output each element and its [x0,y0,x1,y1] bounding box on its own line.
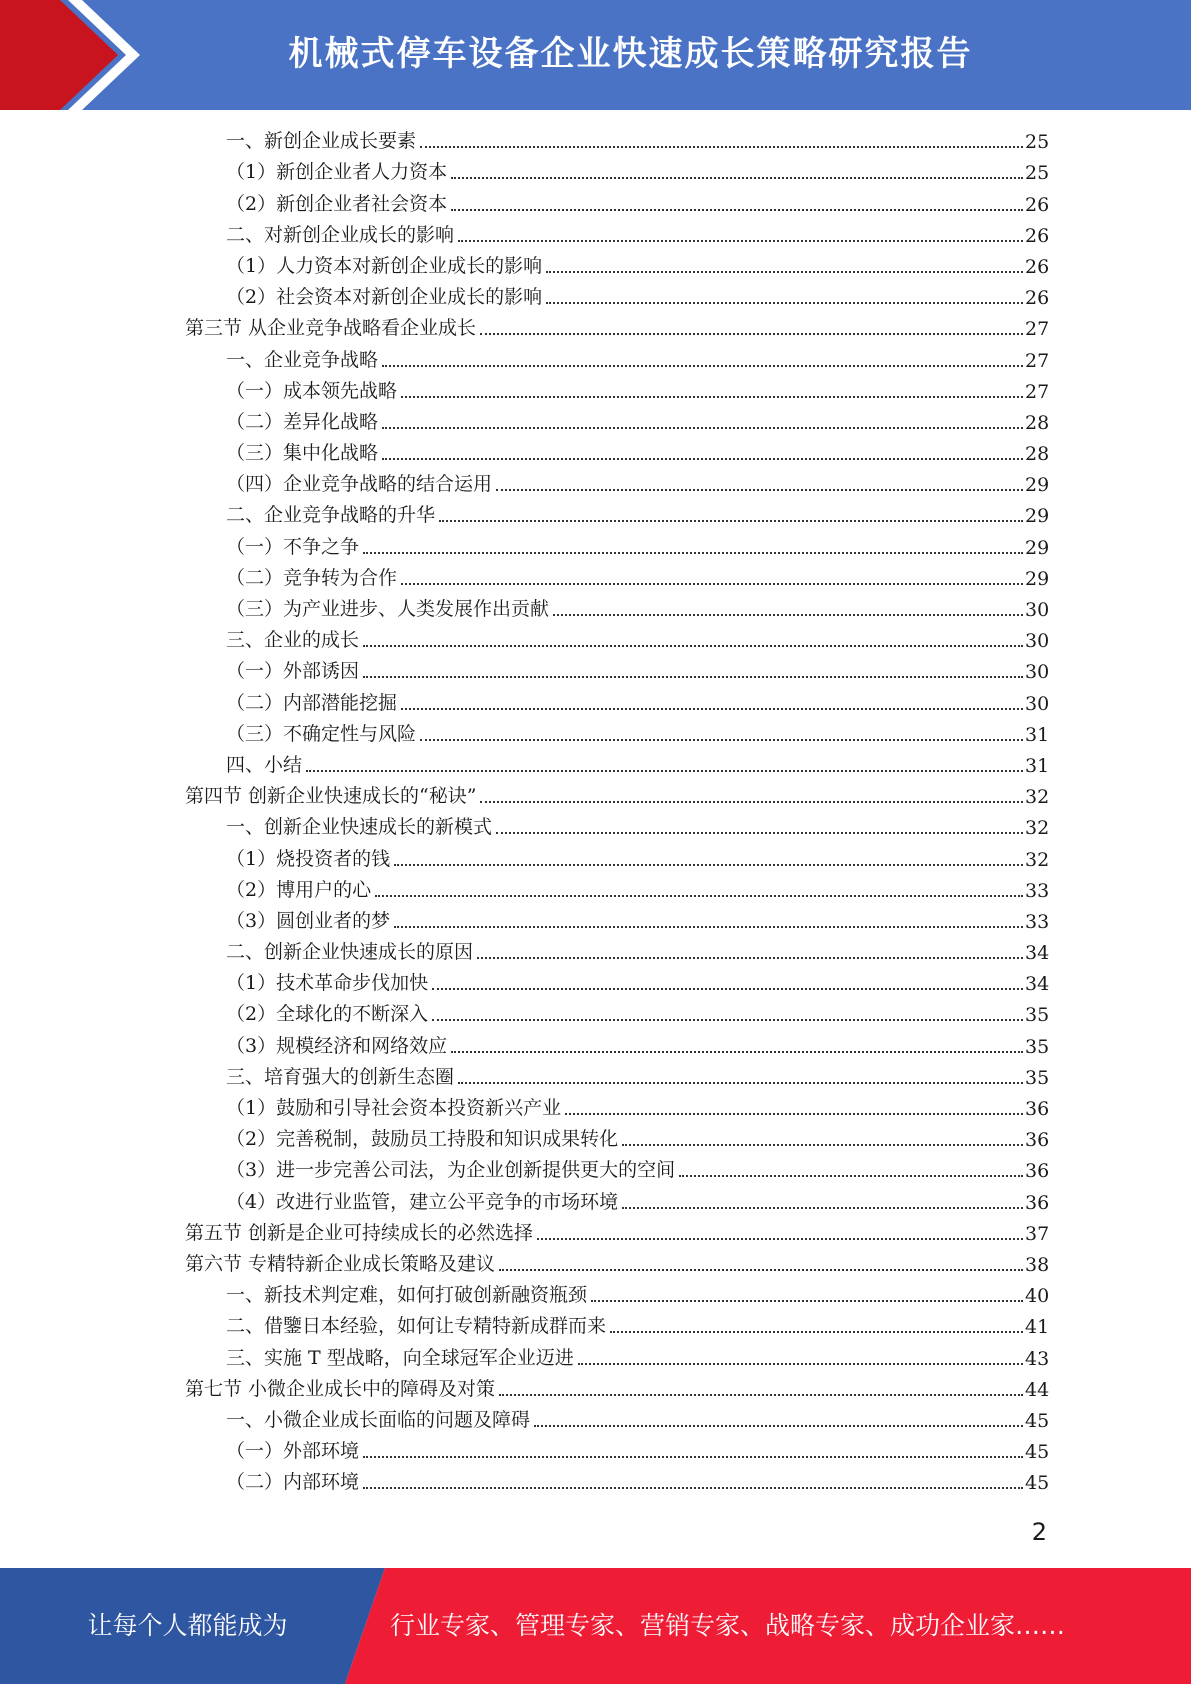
toc-entry[interactable] [0,251,1191,282]
toc-entry-page: 31 [1025,723,1050,746]
toc-entry[interactable] [0,407,1191,438]
toc-entry-page: 29 [1025,567,1050,590]
toc-dot-leader [432,988,1023,990]
toc-dot-leader [622,1144,1023,1146]
toc-entry[interactable] [0,1155,1191,1186]
toc-entry-page: 35 [1025,1035,1050,1058]
toc-entry-page: 41 [1025,1316,1050,1339]
toc-entry-title: （三）为产业进步、人类发展作出贡献 [226,598,550,620]
toc-entry[interactable] [0,1405,1191,1436]
toc-entry[interactable] [0,781,1191,812]
toc-dot-leader [679,1175,1023,1177]
toc-entry-title: （2）社会资本对新创企业成长的影响 [226,286,543,309]
toc-entry-page: 45 [1025,1409,1050,1432]
toc-entry[interactable] [0,656,1191,687]
toc-entry-page: 27 [1025,380,1050,403]
toc-entry-title: 第七节 小微企业成长中的障碍及对策 [185,1377,496,1400]
toc-dot-leader [546,271,1023,273]
toc-entry-page: 45 [1025,1472,1050,1495]
toc-entry-page: 36 [1025,1098,1050,1120]
toc-dot-leader [496,832,1023,834]
toc-entry-title: 二、对新创企业成长的影响 [226,223,455,246]
toc-entry-title: 第三节 从企业竞争战略看企业成长 [185,317,477,340]
toc-dot-leader [363,1487,1023,1489]
toc-entry-title: （3）进一步完善公司法，为企业创新提供更大的空间 [226,1159,676,1182]
toc-dot-leader [401,708,1023,710]
toc-entry-page: 36 [1025,1191,1050,1214]
toc-entry[interactable] [0,937,1191,968]
toc-entry-page: 25 [1025,162,1050,185]
toc-dot-leader [537,1238,1023,1240]
toc-dot-leader [591,1300,1023,1302]
toc-dot-leader [499,1394,1023,1396]
toc-dot-leader [477,957,1023,959]
footer-slogan-left: 让每个人都能成为 [87,1611,288,1640]
toc-dot-leader [565,1113,1023,1115]
toc-entry-title: 二、创新企业快速成长的原因 [226,941,474,964]
toc-entry[interactable] [0,282,1191,313]
toc-dot-leader [401,583,1023,585]
toc-entry[interactable] [0,188,1191,219]
toc-entry-page: 26 [1025,193,1050,216]
page-number: 2 [1031,1518,1047,1546]
toc-entry[interactable] [0,1280,1191,1311]
toc-dot-leader [363,1456,1023,1458]
table-of-contents [0,126,1191,1498]
toc-dot-leader [394,926,1023,928]
footer-slogan-right: 行业专家、管理专家、营销专家、战略专家、成功企业家…… [390,1611,1066,1640]
toc-entry-page: 27 [1025,318,1050,341]
toc-entry[interactable] [0,999,1191,1030]
toc-entry-title: 第六节 专精特新企业成长策略及建议 [185,1252,496,1275]
toc-dot-leader [451,209,1023,211]
toc-entry-title: 三、企业的成长 [226,629,360,652]
toc-dot-leader [480,333,1023,335]
toc-entry-page: 36 [1025,1160,1050,1183]
toc-entry[interactable] [0,438,1191,469]
toc-entry[interactable] [0,906,1191,937]
toc-entry-title: 第四节 创新企业快速成长的“秘诀” [185,785,477,808]
toc-dot-leader [382,427,1023,429]
toc-dot-leader [553,614,1023,616]
toc-entry[interactable] [0,1030,1191,1061]
toc-entry-title: 二、借鑒日本经验，如何让专精特新成群而来 [226,1315,607,1338]
toc-entry-title: 一、新创企业成长要素 [226,130,417,153]
toc-dot-leader [401,396,1023,398]
toc-entry-title: （一）外部诱因 [226,660,360,683]
toc-entry-title: 一、创新企业快速成长的新模式 [226,816,493,839]
toc-entry-title: （二）竞争转为合作 [226,566,398,589]
toc-entry-page: 40 [1025,1285,1050,1308]
toc-entry[interactable] [0,1249,1191,1280]
toc-entry[interactable] [0,376,1191,407]
toc-entry[interactable] [0,875,1191,906]
toc-entry-page: 36 [1025,1129,1050,1152]
toc-entry-title: （二）差异化战略 [226,410,379,433]
toc-entry-title: （1）技术革命步伐加快 [226,972,429,995]
toc-entry-page: 27 [1025,349,1050,372]
toc-entry-page: 29 [1025,536,1050,559]
toc-dot-leader [306,770,1023,772]
toc-entry[interactable] [0,469,1191,500]
toc-dot-leader [375,895,1023,897]
toc-entry-title: （一）成本领先战略 [226,379,398,402]
toc-entry[interactable] [0,220,1191,251]
toc-entry[interactable] [0,1311,1191,1342]
toc-dot-leader [432,1019,1023,1021]
toc-entry[interactable] [0,1186,1191,1217]
toc-entry[interactable] [0,1062,1191,1093]
toc-entry-page: 33 [1025,910,1050,933]
toc-entry-title: 一、小微企业成长面临的问题及障碍 [226,1408,531,1431]
toc-entry-page: 38 [1025,1253,1050,1276]
toc-dot-leader [610,1331,1023,1333]
page-header [0,0,1191,110]
red-chevron-icon [0,0,150,110]
page-footer [0,1568,1191,1684]
toc-entry-page: 25 [1025,131,1050,154]
toc-dot-leader [382,458,1023,460]
toc-dot-leader [439,520,1023,522]
toc-entry-title: （2）完善税制，鼓励员工持股和知识成果转化 [226,1128,619,1151]
toc-entry-title: 四、小结 [226,753,303,776]
toc-entry[interactable] [0,812,1191,843]
toc-entry-title: （1）鼓励和引导社会资本投资新兴产业 [226,1097,562,1119]
toc-entry-page: 28 [1025,443,1050,466]
document-title: 机械式停车设备企业快速成长策略研究报告 [288,34,973,74]
toc-dot-leader [451,1051,1023,1053]
toc-dot-leader [458,1082,1023,1084]
toc-dot-leader [546,302,1023,304]
toc-dot-leader [420,739,1023,741]
toc-dot-leader [363,676,1023,678]
toc-entry[interactable] [0,157,1191,188]
toc-dot-leader [382,365,1023,367]
toc-entry-page: 26 [1025,255,1050,278]
toc-entry[interactable] [0,1218,1191,1249]
toc-dot-leader [363,645,1023,647]
toc-entry-page: 30 [1025,599,1050,621]
toc-entry-title: （三）集中化战略 [226,442,379,465]
toc-dot-leader [451,177,1023,179]
toc-entry-page: 32 [1025,786,1050,809]
toc-entry[interactable] [0,687,1191,718]
toc-entry-page: 32 [1025,848,1050,871]
toc-entry-page: 32 [1025,817,1050,840]
toc-entry-page: 29 [1025,474,1050,497]
toc-entry-page: 43 [1025,1347,1050,1370]
toc-entry[interactable] [0,719,1191,750]
toc-entry-title: 二、企业竞争战略的升华 [226,504,436,527]
toc-dot-leader [496,489,1023,491]
toc-entry-page: 37 [1025,1222,1050,1245]
toc-entry-title: （1）新创企业者人力资本 [226,161,448,184]
toc-entry[interactable] [0,1093,1191,1124]
toc-entry-title: 三、培育强大的创新生态圈 [226,1065,455,1088]
toc-entry-page: 34 [1025,942,1050,965]
toc-entry-page: 35 [1025,1066,1050,1089]
toc-entry[interactable] [0,344,1191,375]
toc-entry[interactable] [0,1342,1191,1373]
toc-entry-page: 26 [1025,224,1050,247]
toc-entry-page: 28 [1025,411,1050,434]
toc-dot-leader [534,1425,1023,1427]
toc-dot-leader [499,1269,1023,1271]
toc-entry-title: （三）不确定性与风险 [226,722,417,745]
toc-entry-page: 30 [1025,630,1050,653]
toc-entry[interactable] [0,563,1191,594]
toc-entry-title: （3）规模经济和网络效应 [226,1034,448,1057]
toc-entry-page: 33 [1025,879,1050,902]
toc-entry-title: （4）改进行业监管，建立公平竞争的市场环境 [226,1190,619,1213]
toc-entry[interactable] [0,531,1191,562]
toc-entry-page: 30 [1025,661,1050,684]
toc-entry-title: （3）圆创业者的梦 [226,909,391,932]
toc-entry[interactable] [0,313,1191,344]
toc-entry-title: （2）全球化的不断深入 [226,1003,429,1026]
toc-entry-page: 34 [1025,973,1050,996]
toc-entry[interactable] [0,1374,1191,1405]
toc-entry-title: （2）博用户的心 [226,878,372,901]
toc-entry[interactable] [0,750,1191,781]
toc-entry-title: 第五节 创新是企业可持续成长的必然选择 [185,1221,534,1244]
toc-entry-title: 三、实施 T 型战略，向全球冠军企业迈进 [226,1346,574,1369]
toc-entry-title: （二）内部环境 [226,1471,360,1494]
toc-entry-title: （1）烧投资者的钱 [226,847,391,870]
toc-entry[interactable] [0,594,1191,625]
toc-entry-page: 29 [1025,505,1050,528]
toc-entry[interactable] [0,968,1191,999]
toc-entry[interactable] [0,1467,1191,1498]
toc-entry[interactable] [0,625,1191,656]
toc-entry-page: 30 [1025,692,1050,715]
toc-entry[interactable] [0,843,1191,874]
toc-dot-leader [578,1363,1023,1365]
toc-entry-title: （一）不争之争 [226,535,360,558]
toc-dot-leader [420,146,1023,148]
toc-dot-leader [363,552,1023,554]
toc-dot-leader [458,240,1023,242]
toc-entry-title: （2）新创企业者社会资本 [226,192,448,215]
toc-entry[interactable] [0,1436,1191,1467]
toc-entry-title: 一、新技术判定难，如何打破创新融资瓶颈 [226,1284,588,1307]
toc-entry-page: 35 [1025,1004,1050,1027]
toc-entry-page: 31 [1025,754,1050,777]
toc-entry[interactable] [0,500,1191,531]
toc-entry-title: （1）人力资本对新创企业成长的影响 [226,254,543,277]
toc-entry-page: 45 [1025,1441,1050,1464]
toc-entry-title: 一、企业竞争战略 [226,348,379,371]
toc-entry[interactable] [0,126,1191,157]
toc-entry-title: （二）内部潜能挖掘 [226,691,398,714]
toc-entry-title: （一）外部环境 [226,1440,360,1463]
toc-entry-title: （四）企业竞争战略的结合运用 [226,473,493,496]
toc-entry-page: 26 [1025,287,1050,310]
toc-dot-leader [394,864,1023,866]
toc-entry[interactable] [0,1124,1191,1155]
toc-dot-leader [622,1207,1023,1209]
toc-entry-page: 44 [1025,1378,1050,1401]
toc-dot-leader [480,801,1023,803]
